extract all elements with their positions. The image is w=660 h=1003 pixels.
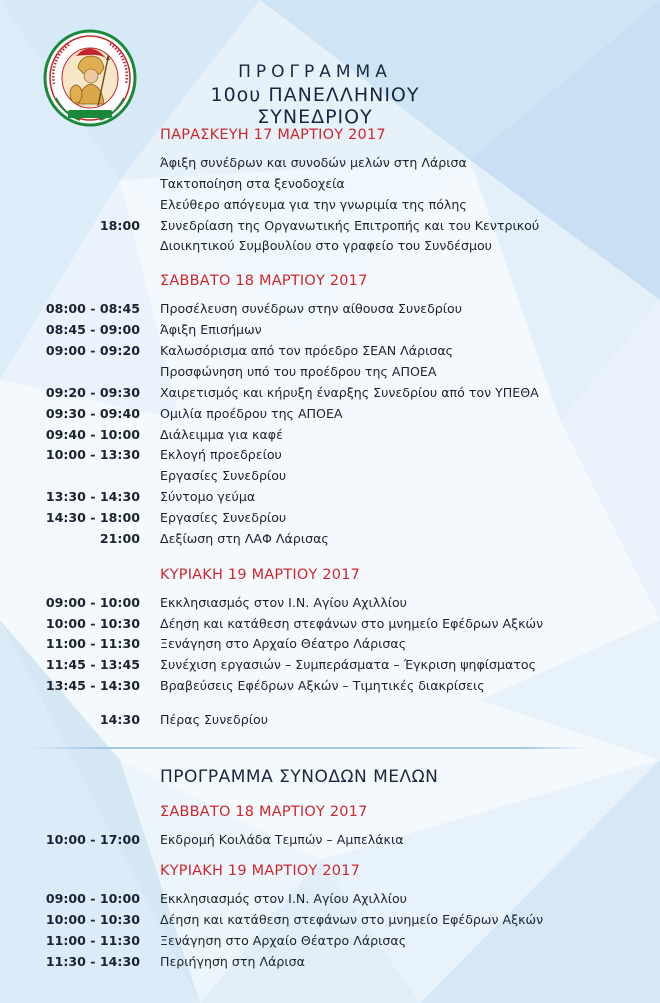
activity-cell: Άφιξη Επισήμων [160, 322, 262, 337]
association-logo [40, 28, 140, 128]
activity-cell: Άφιξη συνέδρων και συνοδών μελών στη Λάρισα [160, 155, 467, 170]
time-cell: 13:45 - 14:30 [45, 678, 140, 693]
page-title: ΠΡΟΓΡΑΜΜΑ [238, 62, 392, 82]
activity-cell: Βραβεύσεις Εφέδρων Αξκών – Τιμητικές διακρίσεις [160, 678, 485, 693]
time-cell: 10:00 - 13:30 [45, 447, 140, 462]
activity-cell: Δεξίωση στη ΛΑΦ Λάρισας [160, 531, 329, 546]
schedule-row [0, 891, 640, 911]
time-cell: 11:00 - 11:30 [45, 636, 140, 651]
schedule-row [0, 832, 640, 852]
page-subtitle: 10ου ΠΑΝΕΛΛΗΝΙΟΥ ΣΥΝΕΔΡΙΟΥ [210, 84, 420, 128]
activity-cell: Σύντομο γεύμα [160, 489, 256, 504]
time-cell: 08:00 - 08:45 [45, 301, 140, 316]
schedule-row [0, 176, 640, 196]
activity-cell: Τακτοποίηση στα ξενοδοχεία [160, 176, 345, 191]
activity-cell: Δέηση και κατάθεση στεφάνων στο μνημείο Εφέδρων Αξκών [160, 616, 544, 631]
schedule-row [0, 933, 640, 953]
schedule-row [0, 427, 640, 447]
activity-cell: Ξενάγηση στο Αρχαίο Θέατρο Λάρισας [160, 933, 407, 948]
schedule-row [0, 912, 640, 932]
time-cell: 08:45 - 09:00 [45, 322, 140, 337]
schedule-row [0, 322, 640, 342]
activity-cell: Πέρας Συνεδρίου [160, 712, 269, 727]
time-cell: 09:30 - 09:40 [45, 406, 140, 421]
companion-day-heading-saturday: ΣΑΒΒΑΤΟ 18 ΜΑΡΤΙΟΥ 2017 [160, 804, 368, 820]
schedule-row [0, 595, 640, 615]
time-cell: 21:00 [99, 531, 140, 546]
activity-cell: Συνεδρίαση της Οργανωτικής Επιτροπής και του Κεντρικού [160, 218, 540, 233]
schedule-row [0, 155, 640, 175]
time-cell: 09:40 - 10:00 [45, 427, 140, 442]
schedule-row [0, 636, 640, 656]
day-heading-friday: ΠΑΡΑΣΚΕΥΗ 17 ΜΑΡΤΙΟΥ 2017 [160, 127, 386, 143]
section-divider [30, 747, 590, 749]
time-cell: 10:00 - 17:00 [45, 832, 140, 847]
time-cell: 18:00 [99, 218, 140, 233]
time-cell: 11:00 - 11:30 [45, 933, 140, 948]
activity-cell: Διοικητικού Συμβουλίου στο γραφείο του Συνδέσμου [160, 238, 492, 253]
activity-cell: Ξενάγηση στο Αρχαίο Θέατρο Λάρισας [160, 636, 407, 651]
day-heading-saturday: ΣΑΒΒΑΤΟ 18 ΜΑΡΤΙΟΥ 2017 [160, 273, 368, 289]
schedule-row [0, 343, 640, 363]
schedule-row [0, 531, 640, 551]
time-cell: 10:00 - 10:30 [45, 912, 140, 927]
time-cell: 09:00 - 09:20 [45, 343, 140, 358]
schedule-row [0, 489, 640, 509]
activity-cell: Ομιλία προέδρου της ΑΠΟΕΑ [160, 406, 343, 421]
schedule-row [0, 468, 640, 488]
schedule-row [0, 238, 640, 258]
companion-day-heading-sunday: ΚΥΡΙΑΚΗ 19 ΜΑΡΤΙΟΥ 2017 [160, 863, 361, 879]
activity-cell: Εκδρομή Κοιλάδα Τεμπών – Αμπελάκια [160, 832, 404, 847]
schedule-row [0, 218, 640, 238]
activity-cell: Εκκλησιασμός στον Ι.Ν. Αγίου Αχιλλίου [160, 891, 407, 906]
time-cell: 11:45 - 13:45 [45, 657, 140, 672]
activity-cell: Εκκλησιασμός στον Ι.Ν. Αγίου Αχιλλίου [160, 595, 407, 610]
schedule-row [0, 385, 640, 405]
schedule-row [0, 301, 640, 321]
time-cell: 09:00 - 10:00 [45, 891, 140, 906]
schedule-row [0, 616, 640, 636]
activity-cell: Προσφώνηση υπό του προέδρου της ΑΠΟΕΑ [160, 364, 437, 379]
schedule-row [0, 406, 640, 426]
schedule-row [0, 510, 640, 530]
activity-cell: Προσέλευση συνέδρων στην αίθουσα Συνεδρίου [160, 301, 463, 316]
activity-cell: Δέηση και κατάθεση στεφάνων στο μνημείο Εφέδρων Αξκών [160, 912, 544, 927]
activity-cell: Διάλειμμα για καφέ [160, 427, 283, 442]
activity-cell: Εργασίες Συνεδρίου [160, 510, 287, 525]
activity-cell: Συνέχιση εργασιών – Συμπεράσματα – Έγκριση ψηφίσματος [160, 657, 537, 672]
time-cell: 09:20 - 09:30 [45, 385, 140, 400]
activity-cell: Εργασίες Συνεδρίου [160, 468, 287, 483]
companion-program-title: ΠΡΟΓΡΑΜΜΑ ΣΥΝΟΔΩΝ ΜΕΛΩΝ [160, 767, 439, 787]
schedule-row [0, 657, 640, 677]
activity-cell: Ελεύθερο απόγευμα για την γνωριμία της πόλης [160, 197, 467, 212]
activity-cell: Εκλογή προεδρείου [160, 447, 282, 462]
time-cell: 14:30 [99, 712, 140, 727]
schedule-row [0, 678, 640, 698]
schedule-row [0, 712, 640, 732]
time-cell: 13:30 - 14:30 [45, 489, 140, 504]
time-cell: 14:30 - 18:00 [45, 510, 140, 525]
time-cell: 09:00 - 10:00 [45, 595, 140, 610]
schedule-row [0, 197, 640, 217]
day-heading-sunday: ΚΥΡΙΑΚΗ 19 ΜΑΡΤΙΟΥ 2017 [160, 567, 361, 583]
time-cell: 10:00 - 10:30 [45, 616, 140, 631]
schedule-row [0, 954, 640, 974]
activity-cell: Καλωσόρισμα από τον πρόεδρο ΣΕΑΝ Λάρισας [160, 343, 454, 358]
activity-cell: Περιήγηση στη Λάρισα [160, 954, 305, 969]
schedule-row [0, 447, 640, 467]
time-cell: 11:30 - 14:30 [45, 954, 140, 969]
activity-cell: Χαιρετισμός και κήρυξη έναρξης Συνεδρίου από τον ΥΠΕΘΑ [160, 385, 539, 400]
schedule-row [0, 364, 640, 384]
